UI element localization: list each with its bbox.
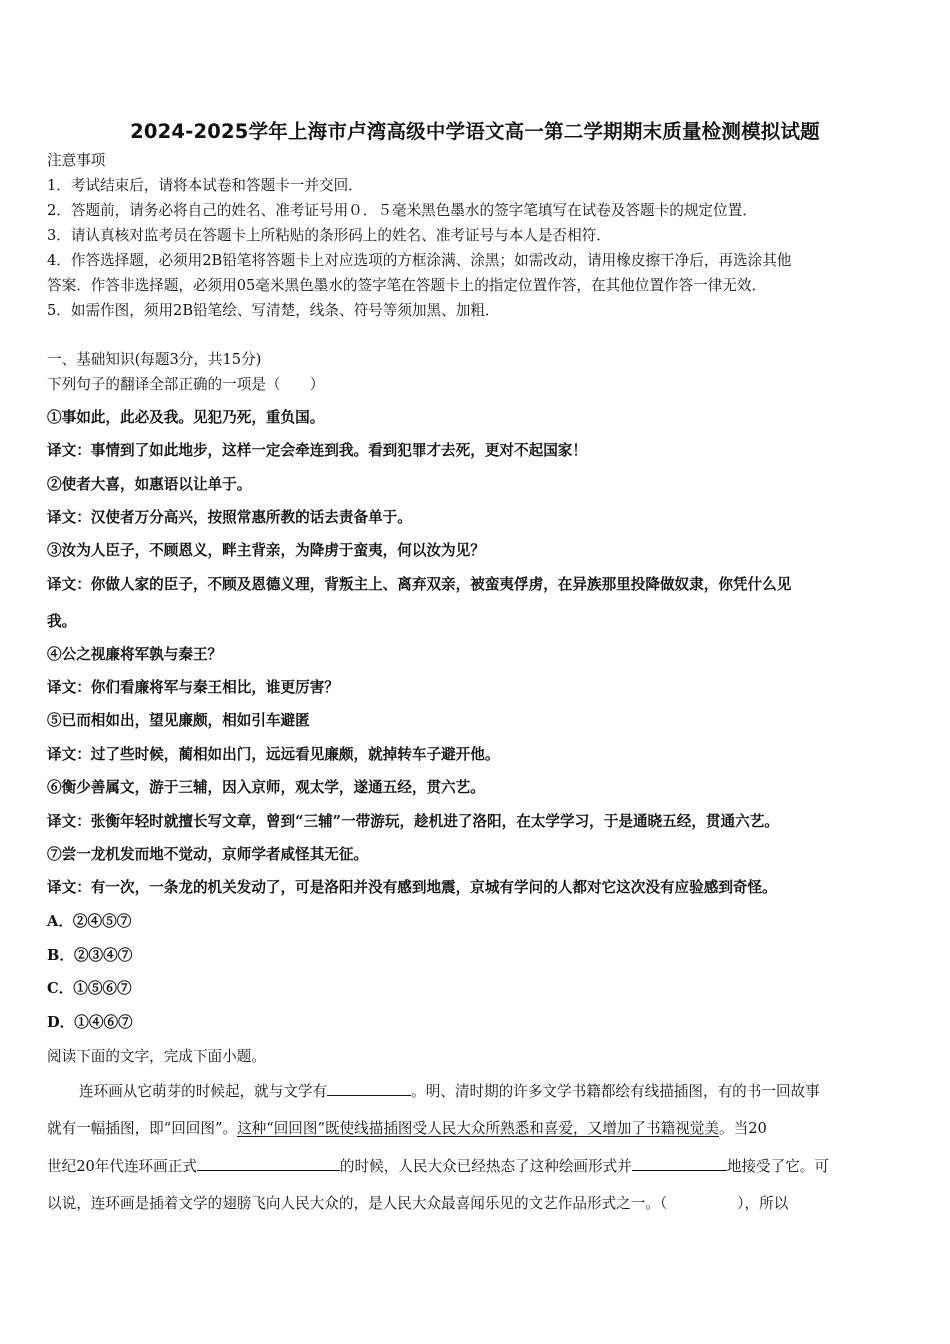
sentence-4: ④公之视廉将军孰与秦王？	[47, 646, 223, 663]
option-value: ②④⑤⑦	[72, 913, 132, 930]
passage-text: 地接受了它。可	[726, 1158, 829, 1175]
option-value: ①④⑥⑦	[74, 1014, 133, 1031]
question-stem: 下列句子的翻译全部正确的一项是（ ）	[47, 376, 325, 393]
blank-3[interactable]	[632, 1156, 727, 1171]
passage-text: 就有一幅插图，即“回回图”。	[47, 1120, 238, 1137]
section-heading: 一、基础知识(每题3分，共15分)	[47, 351, 262, 368]
passage-text: 连环画从它萌芽的时候起，就与文学有	[79, 1083, 328, 1100]
notice-item: 1．考试结束后，请将本试卷和答题卡一并交回．	[47, 177, 363, 194]
passage-text: 世纪20年代连环画正式	[47, 1158, 197, 1175]
sentence-7: ⑦尝一龙机发而地不觉动，京师学者咸怪其无征。	[47, 846, 369, 863]
passage-text: 的时候，人民大众已经热态了这种绘画形式并	[339, 1158, 632, 1175]
passage-line-4	[47, 1194, 788, 1214]
sentence-3: ③汝为人臣子，不顾恩义，畔主背亲，为降虏于蛮夷，何以汝为见？	[47, 542, 485, 559]
notice-heading: 注意事项	[47, 152, 106, 169]
sentence-6: ⑥衡少善属文，游于三辅，因入京师，观太学，遂通五经，贯六艺。	[47, 779, 485, 796]
translation-6: 译文：张衡年轻时就擅长写文章，曾到“三辅”一带游玩，趁机进了洛阳，在太学学习，于是通晓五经，贯通六艺。	[47, 813, 779, 830]
passage-text: 。当20	[719, 1120, 767, 1137]
passage-text: ），所以	[737, 1195, 789, 1212]
option-label: D．	[47, 1014, 75, 1031]
translation-3: 译文：你做人家的臣子，不顾及恩德义理，背叛主上、离弃双亲，被蛮夷俘虏，在异族那里投降做奴隶，你凭什么见	[47, 576, 792, 593]
blank-2[interactable]	[197, 1156, 340, 1171]
notice-item: 3．请认真核对监考员在答题卡上所粘贴的条形码上的姓名、准考证号与本人是否相符．	[47, 227, 611, 244]
sentence-1: ①事如此，此必及我。见犯乃死，重负国。	[47, 409, 325, 426]
option-b[interactable]	[47, 946, 132, 966]
passage-text: 。明、清时期的许多文学书籍都绘有线描插图，有的书一回故事	[411, 1083, 820, 1100]
notice-item: 5．如需作图，须用2B铅笔绘、写清楚，线条、符号等须加黑、加粗．	[47, 302, 500, 319]
passage-text: 以说，连环画是插着文学的翅膀飞向人民大众的，是人民大众最喜闻乐见的文艺作品形式之一。（	[47, 1195, 668, 1212]
passage-line-1	[79, 1081, 820, 1102]
translation-3-cont: 我。	[47, 613, 77, 630]
translation-5: 译文：过了些时候，蔺相如出门，远远看见廉颇，就掉转车子避开他。	[47, 746, 500, 763]
notice-item: 答案．作答非选择题，必须用05毫米黑色墨水的签字笔在答题卡上的指定位置作答，在其他位置作答一律无效．	[47, 277, 767, 294]
option-label: B．	[47, 947, 74, 964]
option-label: A．	[47, 913, 73, 930]
passage-line-3	[47, 1156, 829, 1177]
underlined-sentence: 这种“回回图”既使线描插图受人民大众所熟悉和喜爱，又增加了书籍视觉美	[237, 1120, 719, 1137]
notice-item: 2．答题前，请务必将自己的姓名、准考证号用０．５毫米黑色墨水的签字笔填写在试卷及答题卡的规定位置．	[47, 202, 757, 219]
page-title: 2024-2025学年上海市卢湾高级中学语文高一第二学期期末质量检测模拟试题	[130, 120, 820, 143]
option-value: ①⑤⑥⑦	[73, 980, 132, 997]
option-c[interactable]	[47, 979, 132, 999]
translation-4: 译文：你们看廉将军与秦王相比，谁更厉害？	[47, 679, 339, 696]
notice-item: 4．作答选择题，必须用2B铅笔将答题卡上对应选项的方框涂满、涂黑；如需改动，请用橡皮擦干净后，再选涂其他	[47, 252, 792, 269]
option-d[interactable]	[47, 1013, 133, 1033]
translation-1: 译文：事情到了如此地步，这样一定会牵连到我。看到犯罪才去死，更对不起国家！	[47, 442, 587, 459]
passage-line-2	[47, 1119, 767, 1139]
sentence-2: ②使者大喜，如惠语以让单于。	[47, 476, 252, 493]
reading-instruction: 阅读下面的文字，完成下面小题。	[47, 1048, 266, 1065]
option-label: C．	[47, 980, 74, 997]
option-value: ②③④⑦	[73, 947, 133, 964]
sentence-5: ⑤已而相如出，望见廉颇，相如引车避匿	[47, 712, 310, 729]
option-a[interactable]	[47, 912, 131, 932]
blank-1[interactable]	[327, 1081, 411, 1096]
translation-2: 译文：汉使者万分高兴，按照常惠所教的话去责备单于。	[47, 509, 412, 526]
translation-7: 译文：有一次，一条龙的机关发动了，可是洛阳并没有感到地震，京城有学问的人都对它这次没有应验感到奇怪。	[47, 879, 777, 896]
